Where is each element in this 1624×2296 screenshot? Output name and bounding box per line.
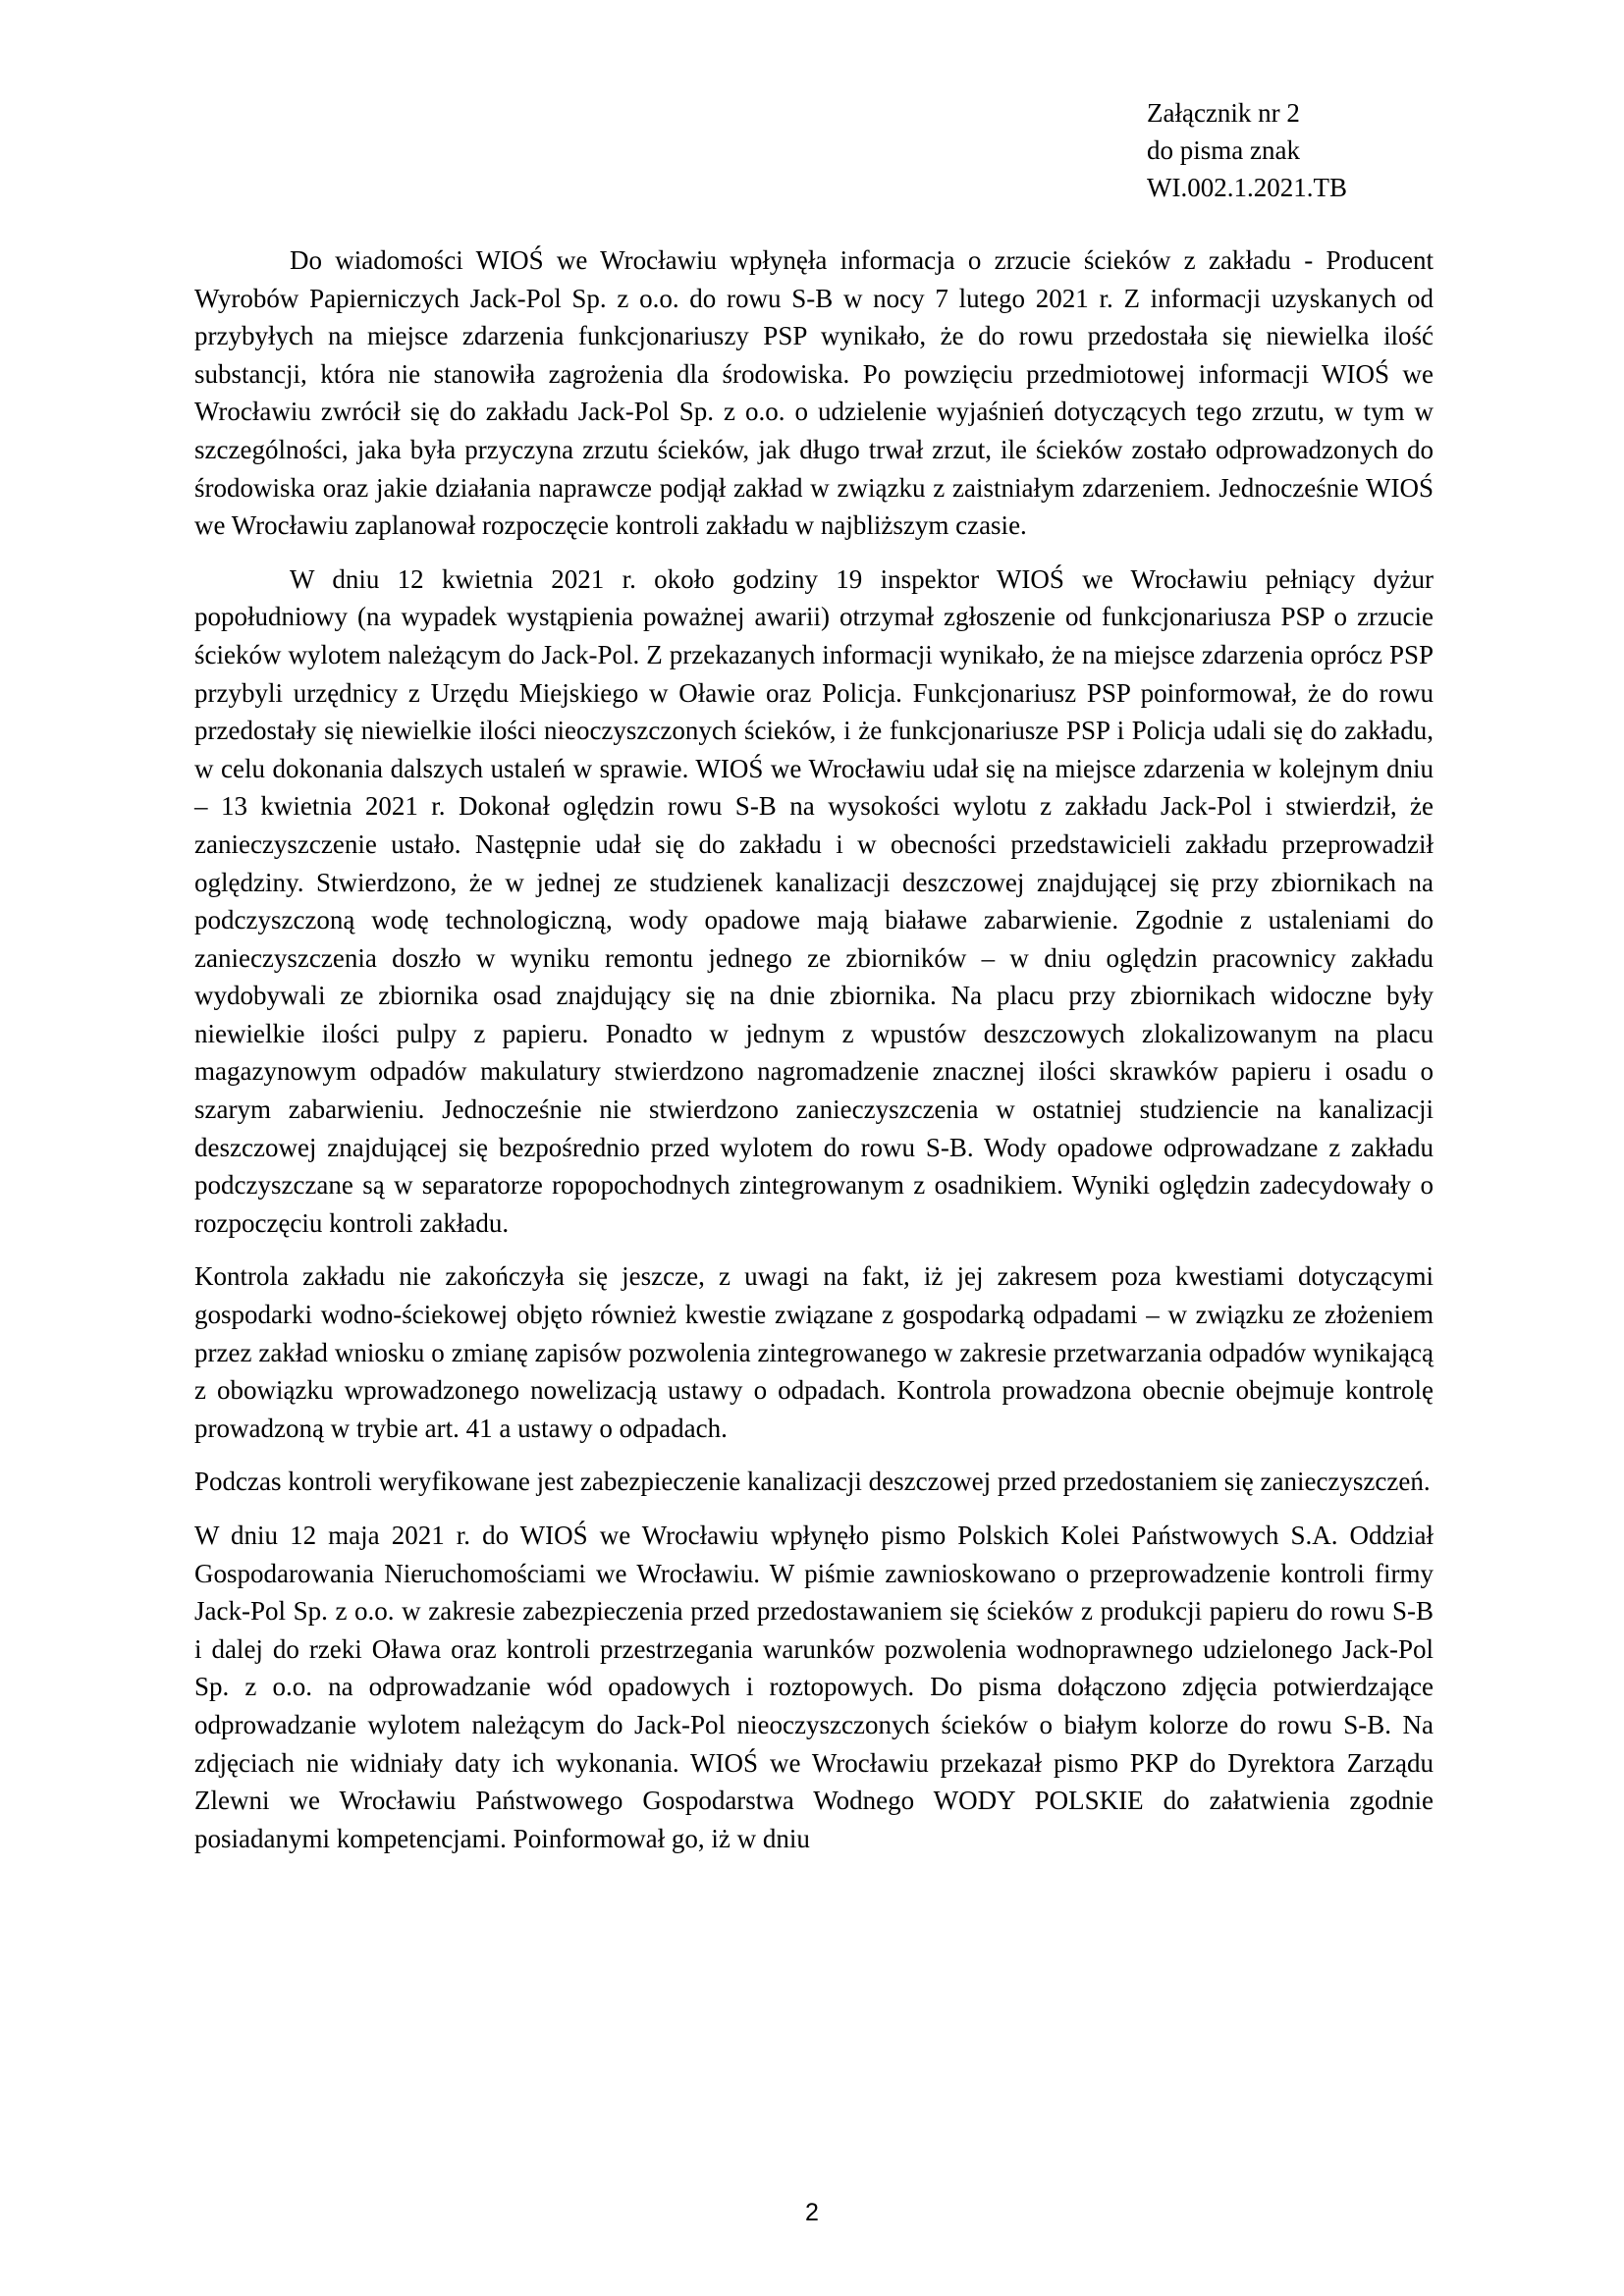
page-number: 2 bbox=[805, 2199, 819, 2226]
attachment-reference-code: WI.002.1.2021.TB bbox=[1147, 173, 1347, 202]
document-body bbox=[194, 241, 1434, 1873]
attachment-reference-label: do pisma znak bbox=[1147, 135, 1300, 165]
paragraph-2: W dniu 12 kwietnia 2021 r. około godziny 19 inspektor WIOŚ we Wrocławiu pełniący dyżur popołudniowy (na wypadek wystąpienia poważnej awarii) otrzymał zgłoszenie od funkcjonariusza PSP o zrzucie ścieków wylotem należącym do Jack-Pol. Z przekazanych informacji wynikało, że na miejsce zdarzenia oprócz PSP przybyli urzędnicy z Urzędu Miejskiego w Oławie oraz Policja. Funkcjonariusz PSP poinformował, że do rowu przedostały się niewielkie ilości nieoczyszczonych ścieków, i że funkcjonariusze PSP i Policja udali się do zakładu, w celu dokonania dalszych ustaleń w sprawie. WIOŚ we Wrocławiu udał się na miejsce zdarzenia w kolejnym dniu – 13 kwietnia 2021 r. Dokonał oględzin rowu S-B na wysokości wylotu z zakładu Jack-Pol i stwierdził, że zanieczyszczenie ustało. Następnie udał się do zakładu i w obecności przedstawicieli zakładu przeprowadził oględziny. Stwierdzono, że w jednej ze studzienek kanalizacji deszczowej znajdującej się przy zbiornikach na podczyszczoną wodę technologiczną, wody opadowe mają białawe zabarwienie. Zgodnie z ustaleniami do zanieczyszczenia doszło w wyniku remontu jednego ze zbiorników – w dniu oględzin pracownicy zakładu wydobywali ze zbiornika osad znajdujący się na dnie zbiornika. Na placu przy zbiornikach widoczne były niewielkie ilości pulpy z papieru. Ponadto w jednym z wpustów deszczowych zlokalizowanym na placu magazynowym odpadów makulatury stwierdzono nagromadzenie znacznej ilości skrawków papieru i osadu o szarym zabarwieniu. Jednocześnie nie stwierdzono zanieczyszczenia w ostatniej studziencie na kanalizacji deszczowej znajdującej się bezpośrednio przed wylotem do rowu S-B. Wody opadowe odprowadzane z zakładu podczyszczane są w separatorze ropopochodnych zintegrowanym z osadnikiem. Wyniki oględzin zadecydowały o rozpoczęciu kontroli zakładu. bbox=[194, 563, 1434, 1238]
attachment-number: Załącznik nr 2 bbox=[1147, 98, 1300, 128]
paragraph-4: Podczas kontroli weryfikowane jest zabezpieczenie kanalizacji deszczowej przed przedostaniem się zanieczyszczeń. bbox=[194, 1467, 1431, 1497]
paragraph-3: Kontrola zakładu nie zakończyła się jeszcze, z uwagi na fakt, iż jej zakresem poza kwestiami dotyczącymi gospodarki wodno-ściekowej objęto również kwestie związane z gospodarką odpadami – w związku ze złożeniem przez zakład wniosku o zmianę zapisów pozwolenia zintegrowanego w zakresie przetwarzania odpadów wynikającą z obowiązku wprowadzonego nowelizacją ustawy o odpadach. Kontrola prowadzona obecnie obejmuje kontrolę prowadzoną w trybie art. 41 a ustawy o odpadach. bbox=[194, 1261, 1434, 1443]
paragraph-1: Do wiadomości WIOŚ we Wrocławiu wpłynęła informacja o zrzucie ścieków z zakładu - Producent Wyrobów Papierniczych Jack-Pol Sp. z o.o. do rowu S-B w nocy 7 lutego 2021 r. Z informacji uzyskanych od przybyłych na miejsce zdarzenia funkcjonariuszy PSP wynikało, że do rowu przedostała się niewielka ilość substancji, która nie stanowiła zagrożenia dla środowiska. Po powzięciu przedmiotowej informacji WIOŚ we Wrocławiu zwrócił się do zakładu Jack-Pol Sp. z o.o. o udzielenie wyjaśnień dotyczących tego zrzutu, w tym w szczególności, jaka była przyczyna zrzutu ścieków, jak długo trwał zrzut, ile ścieków zostało odprowadzonych do środowiska oraz jakie działania naprawcze podjął zakład w związku z zaistniałym zdarzeniem. Jednocześnie WIOŚ we Wrocławiu zaplanował rozpoczęcie kontroli zakładu w najbliższym czasie. bbox=[194, 245, 1434, 541]
paragraph-5: W dniu 12 maja 2021 r. do WIOŚ we Wrocławiu wpłynęło pismo Polskich Kolei Państwowych S.A. Oddział Gospodarowania Nieruchomościami we Wrocławiu. W piśmie zawnioskowano o przeprowadzenie kontroli firmy Jack-Pol Sp. z o.o. w zakresie zabezpieczenia przed przedostawaniem się ścieków z produkcji papieru do rowu S-B i dalej do rzeki Oława oraz kontroli przestrzegania warunków pozwolenia wodnoprawnego udzielonego Jack-Pol Sp. z o.o. na odprowadzanie wód opadowych i roztopowych. Do pisma dołączono zdjęcia potwierdzające odprowadzanie wylotem należącym do Jack-Pol nieoczyszczonych ścieków o białym kolorze do rowu S-B. Na zdjęciach nie widniały daty ich wykonania. WIOŚ we Wrocławiu przekazał pismo PKP do Dyrektora Zarządu Zlewni we Wrocławiu Państwowego Gospodarstwa Wodnego WODY POLSKIE do załatwienia zgodnie posiadanymi kompetencjami. Poinformował go, iż w dniu bbox=[194, 1521, 1434, 1853]
attachment-header bbox=[1147, 94, 1347, 206]
